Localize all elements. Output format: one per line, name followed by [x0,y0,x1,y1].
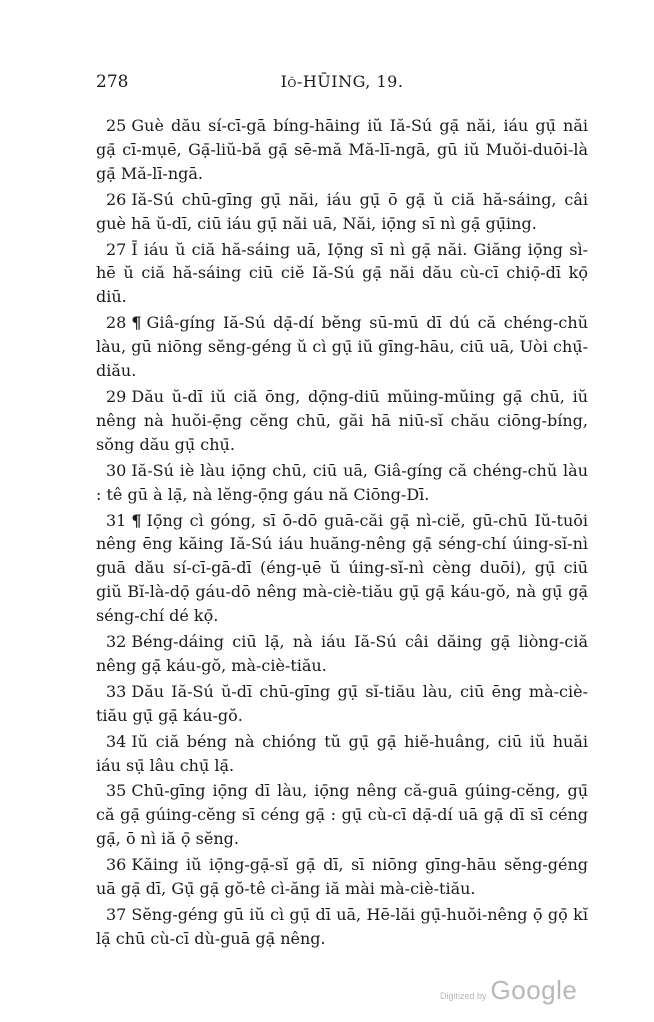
verse [96,188,588,236]
pilcrow-mark: ¶ [131,510,142,530]
verse-number: 37 [106,905,127,924]
verse [96,680,588,728]
verse [96,238,588,310]
verse-text: Sĕng-géng gū iŭ cì gụ̄ dī uā, Hē-lăi gụ̄-huŏi-nêng ọ̄ gọ̄ kĭ lạ̄ chū cù-cī dù-guā gạ̄ nêng. [96,905,588,948]
verse-text: Iọ̄ng cì góng, sī ō-dō guā-căi gạ̄ nì-ciĕ, gū-chū Iŭ-tuōi nêng ēng kăing Iă-Sú iáu huăng-nêng gạ̄ séng-chí úing-sĭ-nì guā dău sí-cī-gā-dī (éng-ụē ŭ úing-sĭ-nì cèng duōi), gụ̄ ciū giŭ Bĭ-là-dọ̄ gáu-dō nêng mà-ciè-tiău gụ̄ gạ̄ káu-gŏ, nà gụ̄ gạ̄ séng-chí dé kọ̄. [96,510,588,626]
verse-number: 25 [106,116,127,135]
verse-text: Dău ŭ-dī iŭ ciă ōng, dọ̄ng-diū mŭing-mŭing gạ̄ chū, iŭ nêng nà huŏi-ẹ̄ng cĕng chū, găi hā niū-sĭ chău ciōng-bíng, sŏng dău gụ̄ chụ̄. [96,386,588,454]
verse-text: Iŭ ciă béng nà chióng tŭ gụ̄ gạ̄ hiĕ-huâng, ciū iŭ huăi iáu sụ̄ lâu chụ̄ lạ̄. [96,731,588,775]
verse-text: Guè dău sí-cī-gā bíng-hāing iŭ Iă-Sú gạ̄ năi, iáu gụ̄ năi gạ̄ cī-mụē, Gạ̄-liŭ-bă gạ̄ sē-mă Mă-lī-ngā, gū iŭ Muŏi-duōi-là gạ̄ Mă-lī-ngā. [96,116,588,183]
verse-number: 28 [106,313,127,333]
verse [96,509,588,629]
verse [96,114,588,186]
watermark-prefix: Digitized by [440,991,487,1001]
verse [96,730,588,778]
verse-text: Ī iáu ŭ ciă hă-sáing uā, Iọ̄ng sī nì gạ̄ năi. Giăng iọ̄ng sì-hē ŭ ciă hă-sáing ciū ciĕ Iă-Sú gạ̄ năi dău cù-cī chiọ̄-dī kọ̄ diū. [96,239,588,307]
verse-number: 29 [106,386,127,406]
verse-text: Iă-Sú iè làu iọ̄ng chū, ciū uā, Giâ-gíng că chéng-chŭ làu : tê gū à lạ̄, nà lĕng-ọ̄ng gáu nă Ciōng-Dī. [96,460,588,504]
digitized-watermark [440,975,577,1006]
verse-text: Kăing iŭ iọ̄ng-gạ̄-sĭ gạ̄ dī, sī niōng gīng-hāu sĕng-géng uā gạ̄ dī, Gụ̄ gạ̄ gŏ-tê cì-ăng iă mài mà-ciè-tiău. [96,855,588,899]
verse-number: 32 [106,632,127,652]
verse [96,903,588,951]
verse-number: 31 [106,510,127,530]
verse-text: Dău Iă-Sú ŭ-dī chū-gīng gụ̄ sĭ-tiău làu, ciū ēng mà-ciè-tiău gụ̄ gạ̄ káu-gŏ. [96,681,588,725]
verse [96,779,588,851]
page-number: 278 [96,72,129,92]
verse-number: 34 [106,731,127,751]
verse-number: 26 [106,189,127,209]
verse-number: 35 [106,781,127,801]
verse-text: Chū-gīng iọ̄ng dī làu, iọ̄ng nêng că-guā gúing-cĕng, gụ̄ că gạ̄ gúing-cĕng sī céng gạ̄ : gụ̄ cù-cī dạ̄-dí uā gạ̄ dī sī céng gạ̄, ō nì iă ọ̄ sĕng. [96,781,588,849]
verse-text: Giâ-gíng Iă-Sú dạ̄-dí bĕng sū-mū dī dú că chéng-chŭ làu, gū niōng sĕng-géng ŭ cì gụ̄ iŭ gīng-hāu, ciū uā, Uòi chụ̄-diău. [96,313,588,381]
verse [96,459,588,507]
pilcrow-mark: ¶ [131,313,142,333]
verse [96,385,588,457]
verse-list [96,114,588,951]
verse [96,630,588,678]
verse [96,853,588,901]
verse-number: 36 [106,855,127,875]
verse-text: Iă-Sú chū-gīng gụ̄ năi, iáu gụ̄ ō gạ̄ ŭ ciă hă-sáing, câi guè hā ŭ-dī, ciū iáu gụ̄ năi uā, Năi, iọ̄ng sī nì gạ̄ gụ̄ing. [96,189,588,233]
verse-number: 30 [106,460,127,480]
google-logo: Google [490,975,578,1005]
verse-text: Béng-dáing ciū lạ̄, nà iáu Iă-Sú câi dăing gạ̄ liòng-ciă nêng gạ̄ káu-gŏ, mà-ciè-tiău. [96,632,588,675]
verse [96,311,588,383]
page [96,72,588,953]
running-head: Iŏ-HŪING, 19. [280,72,404,91]
page-header [96,72,588,102]
verse-number: 27 [106,239,127,259]
verse-number: 33 [106,681,127,701]
